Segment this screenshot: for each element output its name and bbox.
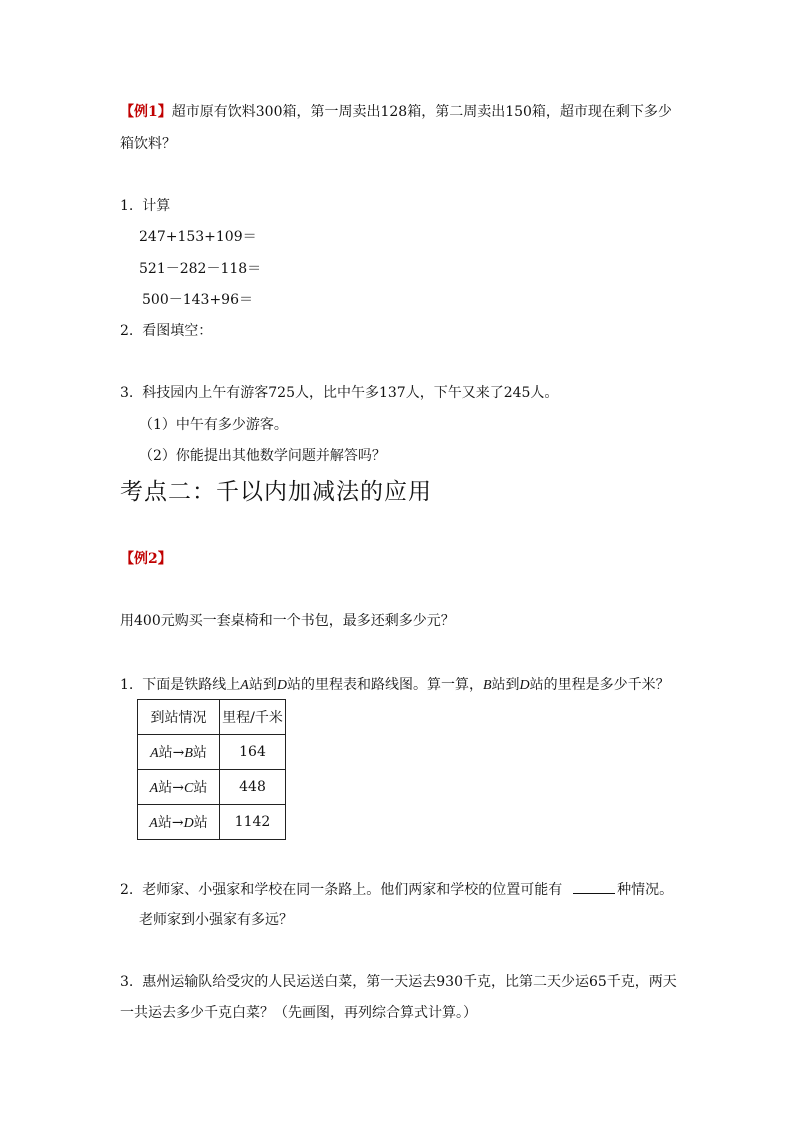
question-1-title: 计算 xyxy=(142,198,171,214)
question-1 xyxy=(120,197,170,215)
answer-blank[interactable] xyxy=(573,879,615,894)
header-station: 到站情况 xyxy=(138,700,220,735)
expression-2: 521－282－118＝ xyxy=(139,261,262,277)
example-2-text: 用400元购买一套桌椅和一个书包，最多还剩多少元？ xyxy=(120,613,455,629)
distance-cell: 448 xyxy=(220,770,286,805)
station-a-label: A xyxy=(240,678,249,693)
distance-table xyxy=(137,699,286,840)
table-row xyxy=(138,735,286,770)
table-row xyxy=(138,770,286,805)
problem-2-line-2: 老师家到小强家有多远？ xyxy=(139,912,293,928)
problem-1-number: 1. xyxy=(120,677,134,693)
table-row xyxy=(138,805,286,840)
station-d-label: D xyxy=(276,678,287,693)
station-cell: A站→D站 xyxy=(138,805,220,840)
problem-3-number: 3. xyxy=(120,974,134,990)
question-2-number: 2. xyxy=(120,323,134,339)
expression-1: 247+153+109＝ xyxy=(139,229,257,245)
problem-1 xyxy=(120,676,670,695)
header-distance: 里程/千米 xyxy=(220,700,286,735)
table-header-row xyxy=(138,700,286,735)
distance-cell: 1142 xyxy=(220,805,286,840)
question-3-sub-2: （2）你能提出其他数学问题并解答吗？ xyxy=(139,448,386,464)
question-1-number: 1. xyxy=(120,198,134,214)
example-1-line-2: 箱饮料？ xyxy=(120,136,176,152)
problem-2 xyxy=(120,879,673,899)
question-2 xyxy=(120,322,212,340)
question-3 xyxy=(120,384,558,402)
expression-3: 500－143+96＝ xyxy=(142,292,253,308)
station-d-label-2: D xyxy=(519,678,530,693)
problem-3-line-2: 一共运去多少千克白菜？（先画图，再列综合算式计算。） xyxy=(120,1005,477,1021)
problem-1-text-e: 站的里程是多少千米？ xyxy=(529,677,670,693)
problem-2-text-a: 老师家、小强家和学校在同一条路上。他们两家和学校的位置可能有 xyxy=(142,882,563,898)
problem-2-number: 2. xyxy=(120,882,134,898)
example-1-line-1 xyxy=(120,103,672,121)
problem-3-text: 惠州运输队给受灾的人民运送白菜，第一天运去930千克，比第二天少运65千克，两天 xyxy=(142,974,677,990)
problem-1-text-a: 下面是铁路线上 xyxy=(142,677,241,693)
section-heading: 考点二：千以内加减法的应用 xyxy=(120,479,432,505)
question-3-sub-1: （1）中午有多少游客。 xyxy=(139,417,288,433)
example-2-tag: 【例2】 xyxy=(120,551,172,567)
distance-cell: 164 xyxy=(220,735,286,770)
problem-2-text-b: 种情况。 xyxy=(617,882,674,898)
station-cell: A站→C站 xyxy=(138,770,220,805)
station-b-label: B xyxy=(482,678,492,693)
problem-3 xyxy=(120,973,677,991)
question-3-text: 科技园内上午有游客725人，比中午多137人，下午又来了245人。 xyxy=(142,385,559,401)
example-1-text: 超市原有饮料300箱，第一周卖出128箱，第二周卖出150箱，超市现在剩下多少 xyxy=(171,104,672,120)
problem-1-text-d: 站到 xyxy=(491,677,520,693)
question-3-number: 3. xyxy=(120,385,134,401)
station-cell: A站→B站 xyxy=(138,735,220,770)
question-2-title: 看图填空： xyxy=(142,323,213,339)
problem-1-text-c: 站的里程表和路线图。算一算， xyxy=(286,677,483,693)
example-1-tag: 【例1】 xyxy=(120,104,172,120)
problem-1-text-b: 站到 xyxy=(248,677,277,693)
